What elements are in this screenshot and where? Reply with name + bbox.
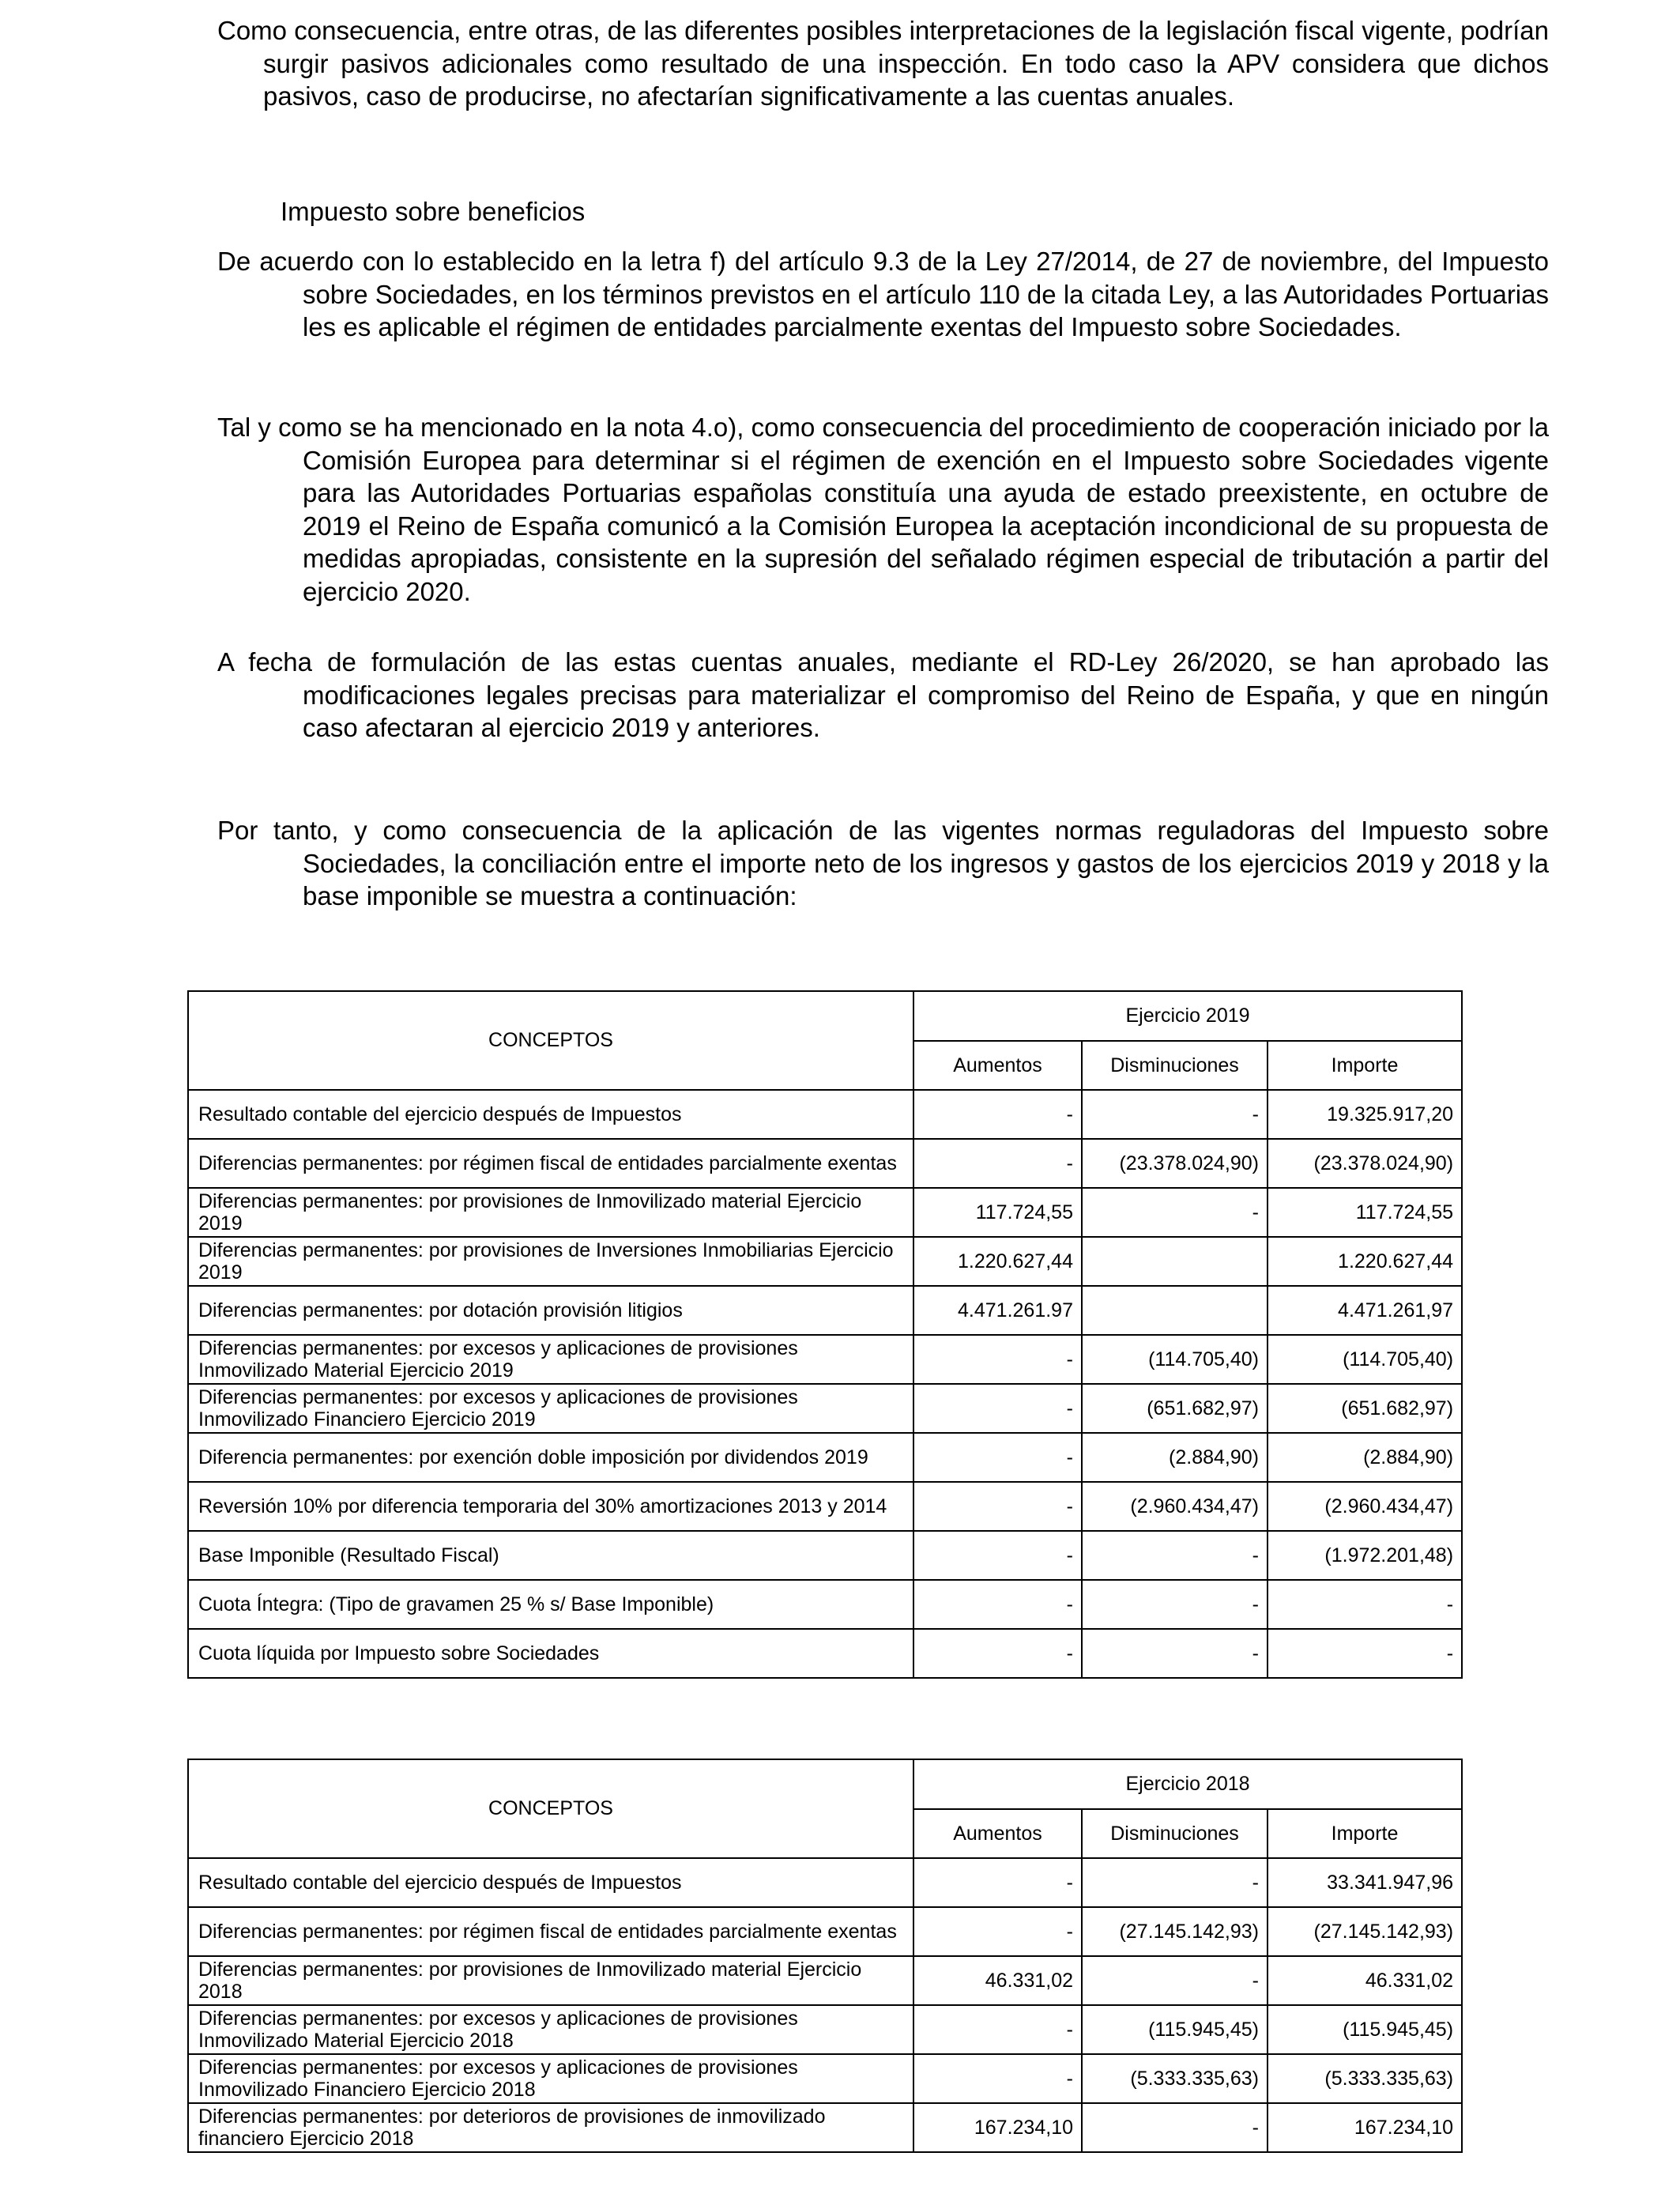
- importe-cell: (1.972.201,48): [1268, 1531, 1462, 1580]
- importe-cell: (5.333.335,63): [1268, 2054, 1462, 2103]
- aumentos-cell: -: [913, 1580, 1082, 1629]
- paragraph-rd-ley: A fecha de formulación de las estas cuentas anuales, mediante el RD-Ley 26/2020, se han aprobado las modificaciones legales precisas para materializar el compromiso del Reino de España, y que en ningún caso afectaran al ejercicio 2019 y anteriores.: [217, 647, 1549, 742]
- header-aumentos: Aumentos: [913, 1041, 1082, 1090]
- aumentos-cell: -: [913, 1139, 1082, 1188]
- paragraph-conciliacion-intro: Por tanto, y como consecuencia de la aplicación de las vigentes normas reguladoras del Impuesto sobre Sociedades, la conciliación entre el importe neto de los ingresos y gastos de los ejercicios 2019 y 2018 y la base imponible se muestra a continuación:: [217, 816, 1549, 910]
- aumentos-cell: -: [913, 2054, 1082, 2103]
- concept-cell: Diferencias permanentes: por excesos y aplicaciones de provisiones Inmovilizado Material Ejercicio 2019: [188, 1335, 913, 1384]
- importe-cell: (27.145.142,93): [1268, 1907, 1462, 1956]
- concept-cell: Resultado contable del ejercicio después de Impuestos: [188, 1090, 913, 1139]
- aumentos-cell: 167.234,10: [913, 2103, 1082, 2152]
- aumentos-cell: -: [913, 1433, 1082, 1482]
- aumentos-cell: 46.331,02: [913, 1956, 1082, 2005]
- disminuciones-cell: (651.682,97): [1082, 1384, 1268, 1433]
- disminuciones-cell: -: [1082, 1188, 1268, 1237]
- table-row: [188, 1580, 1462, 1629]
- table-row: [188, 1384, 1462, 1433]
- table-row: [188, 2005, 1462, 2054]
- concept-cell: Resultado contable del ejercicio después de Impuestos: [188, 1858, 913, 1907]
- disminuciones-cell: (5.333.335,63): [1082, 2054, 1268, 2103]
- header-conceptos: CONCEPTOS: [188, 991, 913, 1090]
- aumentos-cell: 1.220.627,44: [913, 1237, 1082, 1286]
- concept-cell: Diferencias permanentes: por régimen fiscal de entidades parcialmente exentas: [188, 1139, 913, 1188]
- aumentos-cell: -: [913, 1531, 1082, 1580]
- aumentos-cell: 117.724,55: [913, 1188, 1082, 1237]
- concept-cell: Base Imponible (Resultado Fiscal): [188, 1531, 913, 1580]
- concept-cell: Diferencias permanentes: por excesos y aplicaciones de provisiones Inmovilizado Financiero Ejercicio 2018: [188, 2054, 913, 2103]
- disminuciones-cell: -: [1082, 1531, 1268, 1580]
- header-ejercicio: Ejercicio 2018: [913, 1759, 1462, 1809]
- table-row: [188, 1531, 1462, 1580]
- importe-cell: (651.682,97): [1268, 1384, 1462, 1433]
- importe-cell: (114.705,40): [1268, 1335, 1462, 1384]
- disminuciones-cell: (115.945,45): [1082, 2005, 1268, 2054]
- disminuciones-cell: (114.705,40): [1082, 1335, 1268, 1384]
- importe-cell: (23.378.024,90): [1268, 1139, 1462, 1188]
- paragraph-comision-europea: Tal y como se ha mencionado en la nota 4.o), como consecuencia del procedimiento de cooperación iniciado por la Comisión Europea para determinar si el régimen de exención en el Impuesto sobre Sociedades vigente para las Autoridades Portuarias españolas constituía una ayuda de estado preexistente, en octubre de 2019 el Reino de España comunicó a la Comisión Europea la aceptación incondicional de su propuesta de medidas apropiadas, consistente en la supresión del señalado régimen especial de tributación a partir del ejercicio 2020.: [217, 413, 1549, 606]
- disminuciones-cell: -: [1082, 1090, 1268, 1139]
- concept-cell: Cuota Íntegra: (Tipo de gravamen 25 % s/ Base Imponible): [188, 1580, 913, 1629]
- importe-cell: 167.234,10: [1268, 2103, 1462, 2152]
- concept-cell: Diferencias permanentes: por excesos y aplicaciones de provisiones Inmovilizado Financiero Ejercicio 2019: [188, 1384, 913, 1433]
- concept-cell: Diferencias permanentes: por provisiones de Inmovilizado material Ejercicio 2018: [188, 1956, 913, 2005]
- table-row: [188, 1188, 1462, 1237]
- table-row: [188, 1286, 1462, 1335]
- importe-cell: -: [1268, 1580, 1462, 1629]
- table-row: [188, 1858, 1462, 1907]
- table-row: [188, 2054, 1462, 2103]
- concept-cell: Diferencias permanentes: por régimen fiscal de entidades parcialmente exentas: [188, 1907, 913, 1956]
- disminuciones-cell: -: [1082, 1956, 1268, 2005]
- disminuciones-cell: -: [1082, 1858, 1268, 1907]
- disminuciones-cell: [1082, 1286, 1268, 1335]
- table-conciliacion-2018: [187, 1759, 1463, 2153]
- aumentos-cell: -: [913, 1629, 1082, 1678]
- concept-cell: Diferencias permanentes: por provisiones de Inmovilizado material Ejercicio 2019: [188, 1188, 913, 1237]
- disminuciones-cell: [1082, 1237, 1268, 1286]
- table-row: [188, 1433, 1462, 1482]
- importe-cell: 19.325.917,20: [1268, 1090, 1462, 1139]
- concept-cell: Diferencias permanentes: por dotación provisión litigios: [188, 1286, 913, 1335]
- table-row: [188, 2103, 1462, 2152]
- aumentos-cell: 4.471.261.97: [913, 1286, 1082, 1335]
- disminuciones-cell: (2.960.434,47): [1082, 1482, 1268, 1531]
- header-ejercicio: Ejercicio 2019: [913, 991, 1462, 1041]
- importe-cell: (2.884,90): [1268, 1433, 1462, 1482]
- table-row: [188, 1956, 1462, 2005]
- concept-cell: Diferencias permanentes: por deterioros de provisiones de inmovilizado financiero Ejercicio 2018: [188, 2103, 913, 2152]
- aumentos-cell: -: [913, 1482, 1082, 1531]
- section-heading-impuesto-beneficios: Impuesto sobre beneficios: [281, 197, 586, 226]
- header-disminuciones: Disminuciones: [1082, 1041, 1268, 1090]
- paragraph-pasivos-adicionales: Como consecuencia, entre otras, de las diferentes posibles interpretaciones de la legislación fiscal vigente, podrían surgir pasivos adicionales como resultado de una inspección. En todo caso la APV considera que dichos pasivos, caso de producirse, no afectarían significativamente a las cuentas anuales.: [217, 16, 1549, 111]
- table-row: [188, 1139, 1462, 1188]
- aumentos-cell: -: [913, 1335, 1082, 1384]
- importe-cell: -: [1268, 1629, 1462, 1678]
- table-row: [188, 1237, 1462, 1286]
- importe-cell: 4.471.261,97: [1268, 1286, 1462, 1335]
- importe-cell: 33.341.947,96: [1268, 1858, 1462, 1907]
- importe-cell: 117.724,55: [1268, 1188, 1462, 1237]
- header-conceptos: CONCEPTOS: [188, 1759, 913, 1858]
- disminuciones-cell: -: [1082, 2103, 1268, 2152]
- aumentos-cell: -: [913, 2005, 1082, 2054]
- importe-cell: (2.960.434,47): [1268, 1482, 1462, 1531]
- importe-cell: (115.945,45): [1268, 2005, 1462, 2054]
- header-importe: Importe: [1268, 1041, 1462, 1090]
- table-row: [188, 1090, 1462, 1139]
- concept-cell: Cuota líquida por Impuesto sobre Sociedades: [188, 1629, 913, 1678]
- table-conciliacion-2019: [187, 990, 1463, 1679]
- aumentos-cell: -: [913, 1858, 1082, 1907]
- table-row: [188, 1629, 1462, 1678]
- disminuciones-cell: (27.145.142,93): [1082, 1907, 1268, 1956]
- disminuciones-cell: (23.378.024,90): [1082, 1139, 1268, 1188]
- concept-cell: Diferencias permanentes: por provisiones de Inversiones Inmobiliarias Ejercicio 2019: [188, 1237, 913, 1286]
- concept-cell: Reversión 10% por diferencia temporaria del 30% amortizaciones 2013 y 2014: [188, 1482, 913, 1531]
- table-row: [188, 1482, 1462, 1531]
- table-row: [188, 1335, 1462, 1384]
- paragraph-regimen-entidades: De acuerdo con lo establecido en la letra f) del artículo 9.3 de la Ley 27/2014, de 27 de noviembre, del Impuesto sobre Sociedades, en los términos previstos en el artículo 110 de la citada Ley, a las Autoridades Portuarias les es aplicable el régimen de entidades parcialmente exentas del Impuesto sobre Sociedades.: [217, 247, 1549, 341]
- disminuciones-cell: -: [1082, 1629, 1268, 1678]
- disminuciones-cell: -: [1082, 1580, 1268, 1629]
- header-disminuciones: Disminuciones: [1082, 1809, 1268, 1858]
- header-aumentos: Aumentos: [913, 1809, 1082, 1858]
- aumentos-cell: -: [913, 1384, 1082, 1433]
- aumentos-cell: -: [913, 1090, 1082, 1139]
- aumentos-cell: -: [913, 1907, 1082, 1956]
- importe-cell: 1.220.627,44: [1268, 1237, 1462, 1286]
- header-importe: Importe: [1268, 1809, 1462, 1858]
- concept-cell: Diferencias permanentes: por excesos y aplicaciones de provisiones Inmovilizado Material Ejercicio 2018: [188, 2005, 913, 2054]
- concept-cell: Diferencia permanentes: por exención doble imposición por dividendos 2019: [188, 1433, 913, 1482]
- table-row: [188, 1907, 1462, 1956]
- disminuciones-cell: (2.884,90): [1082, 1433, 1268, 1482]
- table-body: [188, 1090, 1462, 1678]
- table-body: [188, 1858, 1462, 2152]
- importe-cell: 46.331,02: [1268, 1956, 1462, 2005]
